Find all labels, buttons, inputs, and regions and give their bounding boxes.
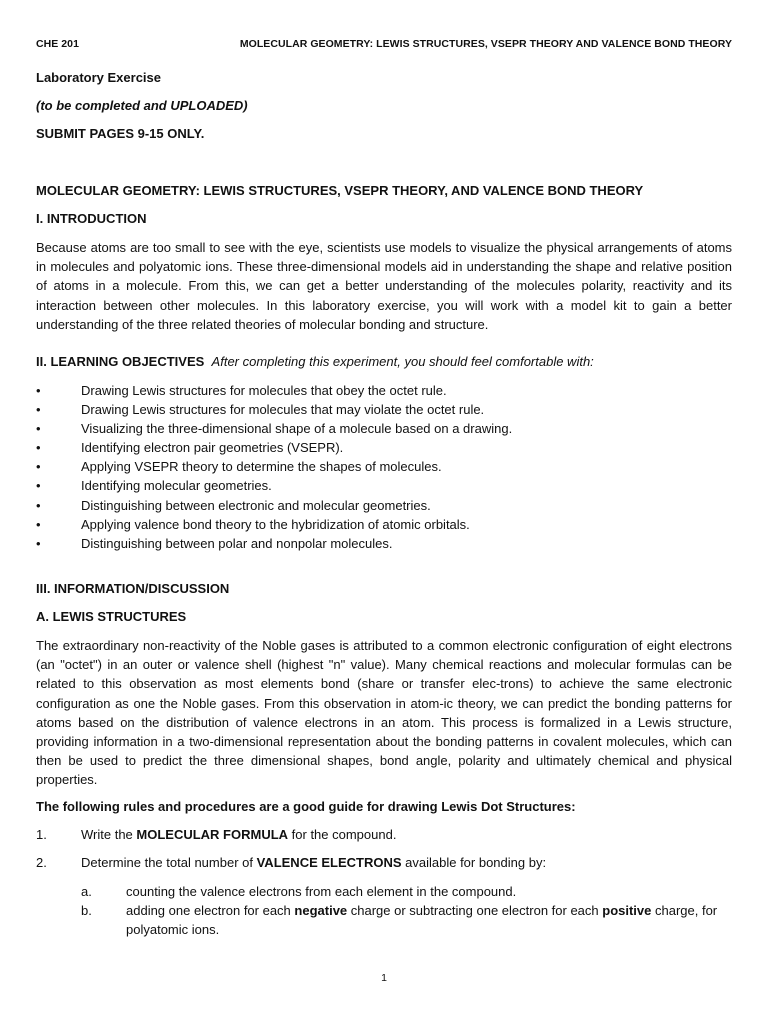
bullet-icon: • [36,535,41,551]
section-heading-information: III. INFORMATION/DISCUSSION [36,581,230,596]
page-number: 1 [381,972,387,984]
bullet-icon: • [36,402,41,418]
list-item: • Visualizing the three-dimensional shape of a molecule based on a drawing. [36,419,732,438]
header-title: MOLECULAR GEOMETRY: LEWIS STRUCTURES, VSEPR THEORY AND VALENCE BOND THEORY [239,38,732,50]
bullet-icon: • [36,421,41,437]
bullet-icon: • [36,459,41,475]
lewis-structures-paragraph: The extraordinary non-reactivity of the Noble gases is attributed to a common electronic configuration of eight electrons (an "octet") in an outer or valence shell (highest "n" value). Many chemical reactions and molecular formulas can be related to this observation as most elements bond (share or transfer elec-trons) to achieve the same electronic configuration as one the Noble gases. From this observation in atom-ic theory, we can predict the bonding patterns for atoms based on the distribution of valence electrons in an atom. This process is formalized in a Lewis structure, providing information in a two-dimensional representation about the bonding patterns in covalent molecules, which can then be used to predict the three dimensional shapes, bond angle, polarity and ultimately chemical and physical properties. [36,638,732,788]
submit-note: SUBMIT PAGES 9-15 ONLY. [36,126,205,141]
list-item: a. counting the valence electrons from each element in the compound. [81,884,517,899]
objectives-list [36,381,732,553]
bullet-icon: • [36,516,41,532]
subsection-heading-lewis-structures: A. LEWIS STRUCTURES [36,609,187,624]
learning-objectives-subtitle: After completing this experiment, you should feel comfortable with: [211,354,594,369]
introduction-paragraph: Because atoms are too small to see with the eye, scientists use models to visualize the physical arrangements of atoms in molecules and polyatomic ions. These three-dimensional models aid in understanding the shape and relative position of atoms in a molecule. From this, we can get a better understanding of the molecules polarity, reactivity and its interaction between other molecules. In this laboratory exercise, you will work with a model kit to gain a better understanding of the three related theories of molecular bonding and structure. [36,240,732,332]
section-heading-introduction: I. INTRODUCTION [36,211,147,226]
list-item: • Applying valence bond theory to the hybridization of atomic orbitals. [36,515,732,534]
bullet-icon: • [36,478,41,494]
rules-heading: The following rules and procedures are a good guide for drawing Lewis Dot Structures: [36,799,576,814]
bullet-icon: • [36,383,41,398]
list-item: • Drawing Lewis structures for molecules that obey the octet rule. [36,381,732,400]
valence-electron-steps [81,882,732,939]
list-item: b. adding one electron for each negative charge or subtracting one electron for each positive charge, for polyatomic ions. [81,903,718,937]
completion-note: (to be completed and UPLOADED) [36,98,248,113]
bullet-icon: • [36,497,41,513]
list-item: • Identifying molecular geometries. [36,476,732,495]
document-page: CHE 201 MOLECULAR GEOMETRY: LEWIS STRUCTURES, VSEPR THEORY AND VALENCE BOND THEORY Laboratory Exercise (to be completed and UPLOADED) SUBMIT PAGES 9-15 ONLY. MOLECULAR GEOMETRY: LEWIS STRUCTURES, VSEPR THEORY, AND VALENCE BOND THEORY I. INTRODUCTION Because atoms are too small to see with the eye, scientists use models to visualize the physical arrangements of atoms in molecules and polyatomic ions. These three-dimensional models aid in understanding the shape and relative position of atoms in a molecule. From this, we can get a better understanding of the molecules polarity, reactivity and its interaction between other molecules. In this laboratory exercise, you will work with a model kit to gain a better understanding of the three related theories of molecular bonding and structure. II. LEARNING OBJECTIVES After completing this experiment, you should feel comfortable with: • Drawing Lewis structures for molecules that obey the octet rule. • Drawing Lewis structures for molecules that may violate the octet rule. • Visualizing the three-dimensional shape of a molecule based on a drawing. • Identifying electron pair geometries (VSEPR). • Applying VSEPR theory to determine the shapes of molecules. • Identifying molecular geometries. • Distinguishing between electronic and molecular geometries. • Applying valence bond theory to the hybridization of atomic orbitals. • Distinguishing between polar and nonpolar molecules. III. INFORMATION/DISCUSSION A. LEWIS STRUCTURES The extraordinary non-reactivity of the Noble gases is attributed to a common electronic configuration of eight electrons (an "octet") in an outer or valence shell (highest "n" value). Many chemical reactions and molecular formulas can be related to this observation as most elements bond (share or transfer elec-trons) to achieve the same electronic configuration as one the Noble gases. From this observation in atom-ic theory, we can predict the bonding patterns for atoms based on the distribution of valence electrons in an atom. This process is formalized in a Lewis structure, providing information in a two-dimensional representation about the bonding patterns in covalent molecules, which can then be used to predict the three dimensional shapes, bond angle, polarity and ultimately chemical and physical properties. The following rules and procedures are a good guide for drawing Lewis Dot Structures: 1. Write the MOLECULAR FORMULA for the compound. 2. Determine the total number of VALENCE ELECTRONS available for bonding by: a. counting the valence electrons from each element in the compound. b. adding one electron for each negative charge or subtracting one electron for each positive charge, for polyatomic ions. 1 [36,38,732,984]
lab-exercise-label: Laboratory Exercise [36,70,162,85]
list-item: • Identifying electron pair geometries (VSEPR). [36,438,732,457]
course-code: CHE 201 [36,38,79,50]
learning-objectives-title: II. LEARNING OBJECTIVES [36,354,205,369]
list-item: • Distinguishing between electronic and molecular geometries. [36,496,732,515]
main-title: MOLECULAR GEOMETRY: LEWIS STRUCTURES, VSEPR THEORY, AND VALENCE BOND THEORY [36,183,644,198]
list-item: • Drawing Lewis structures for molecules that may violate the octet rule. [36,400,732,419]
list-item: • Distinguishing between polar and nonpolar molecules. [36,534,732,553]
list-item: • Applying VSEPR theory to determine the shapes of molecules. [36,457,732,476]
bullet-icon: • [36,440,41,456]
learning-objectives-heading [36,352,594,371]
